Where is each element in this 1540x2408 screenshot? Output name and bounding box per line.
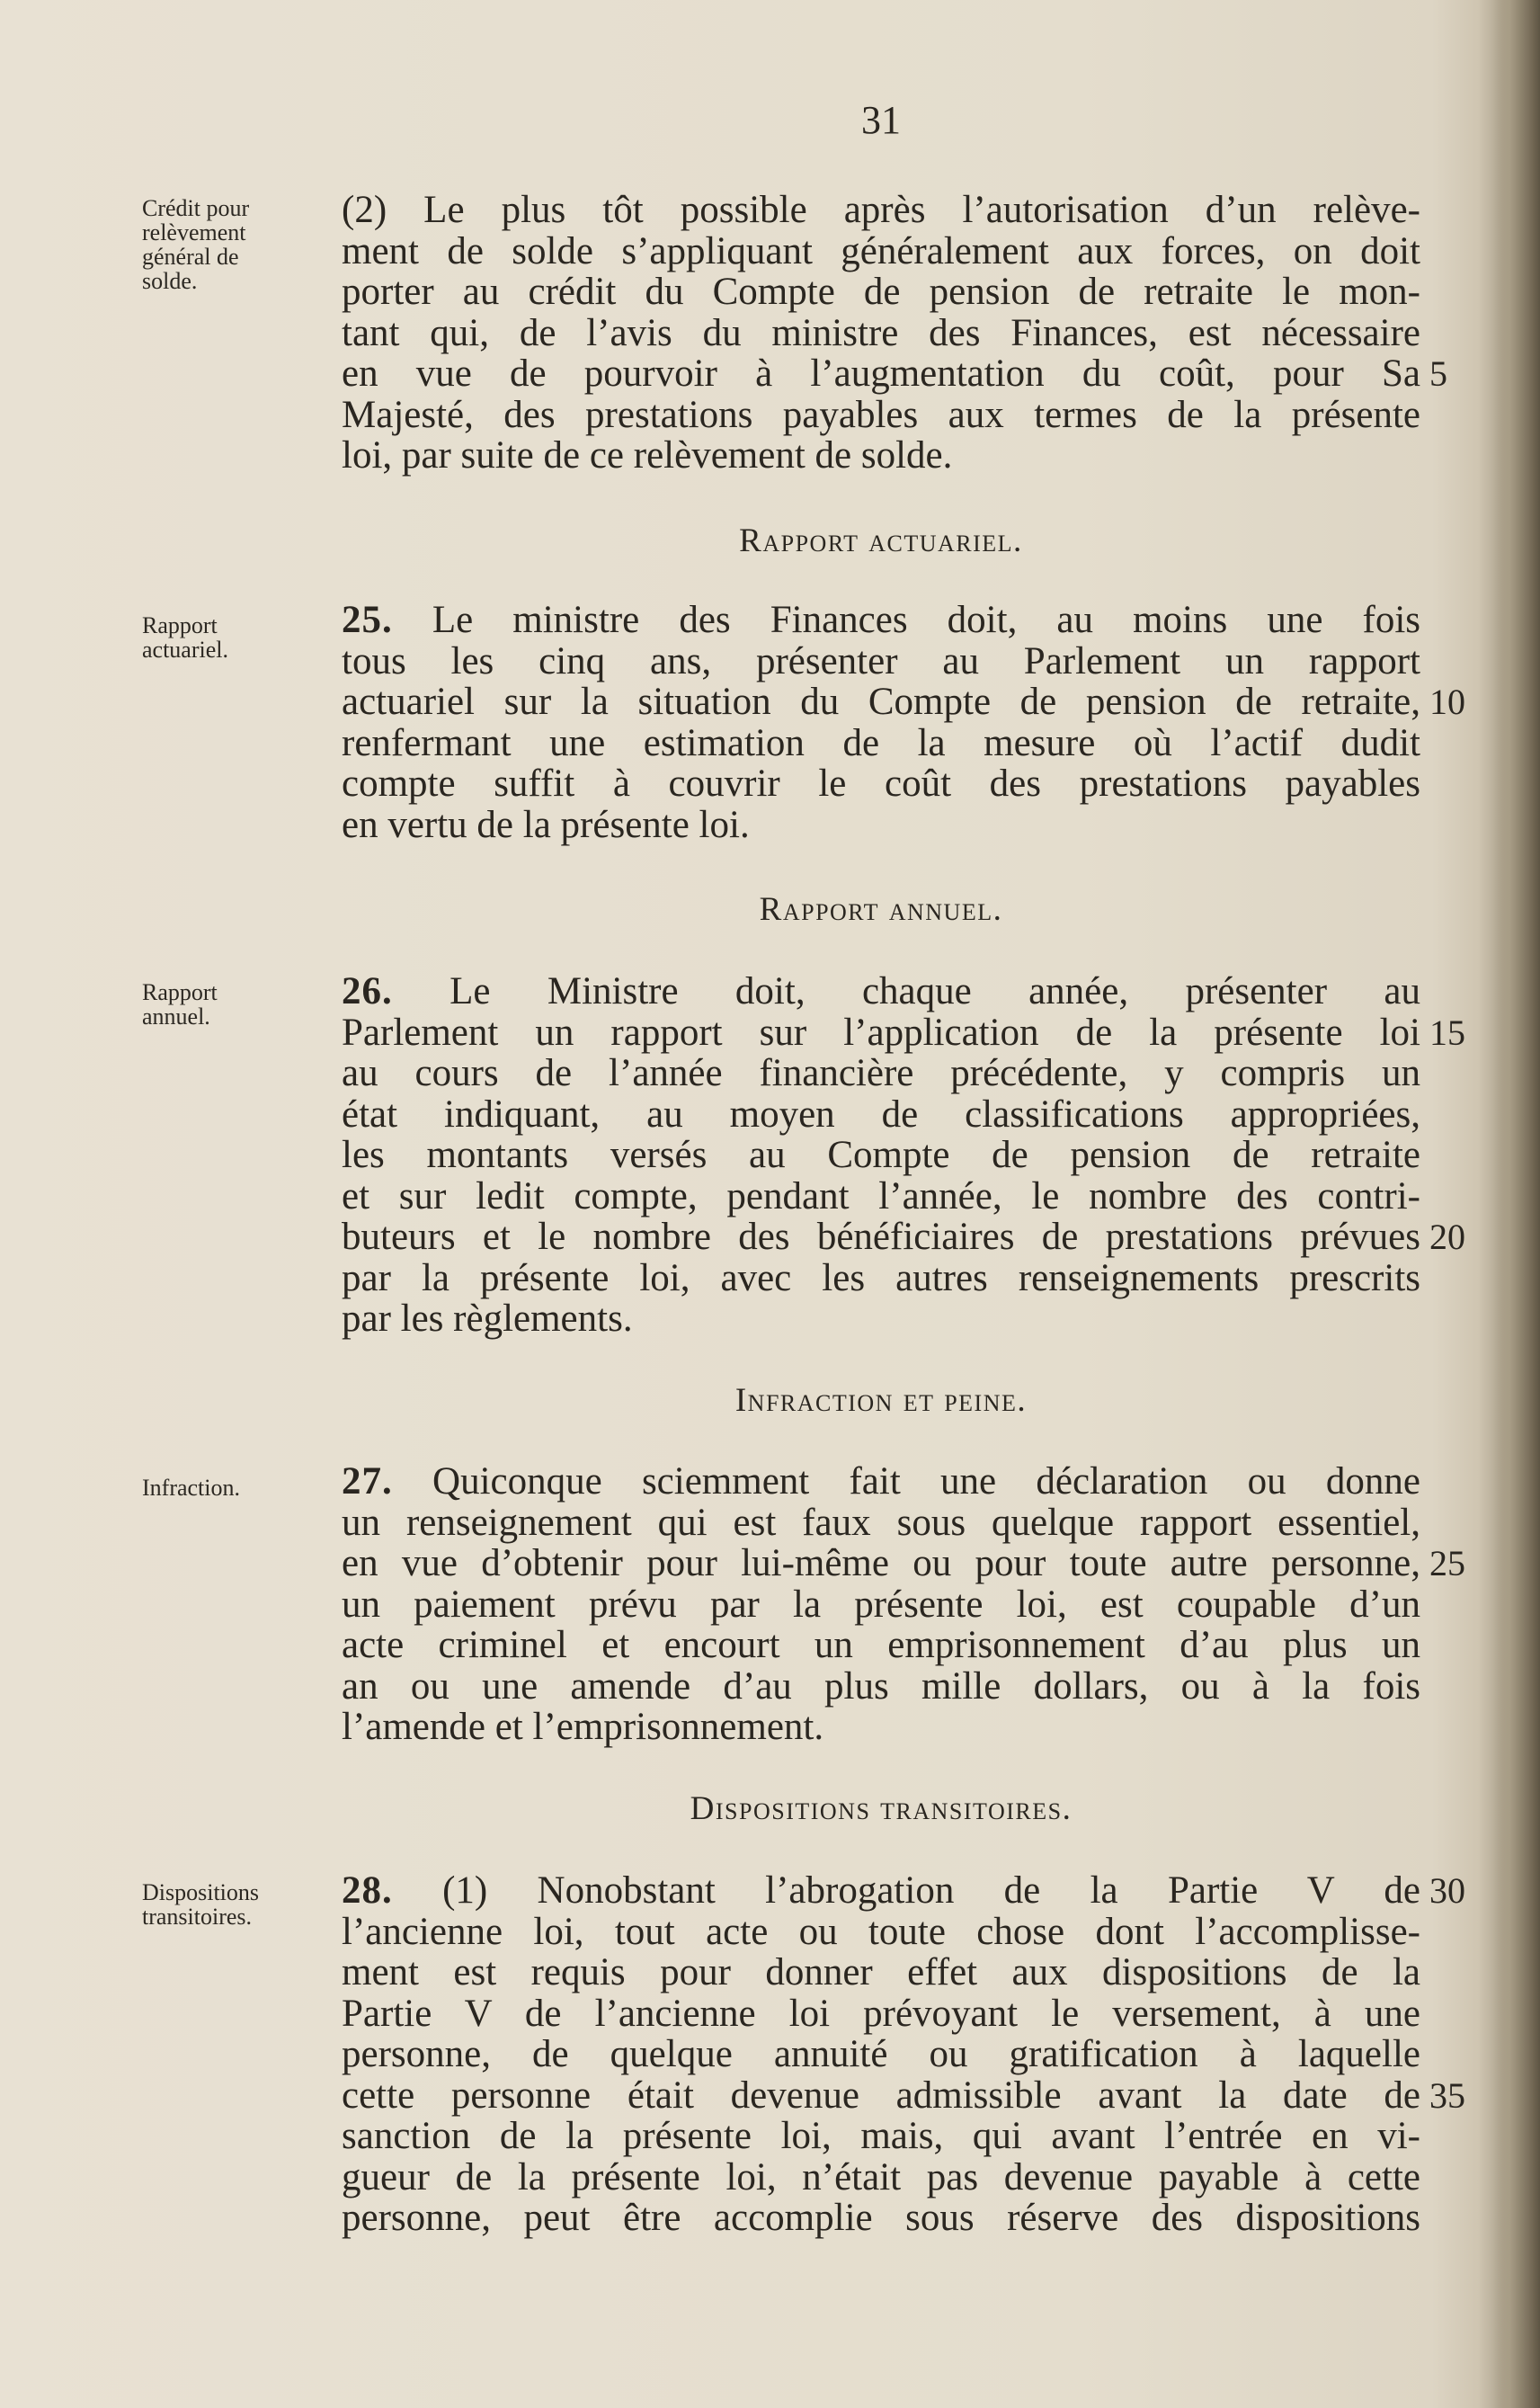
line-number: 5	[1429, 353, 1447, 394]
paragraph-24-2: (2) Le plus tôt possible après l’autorisation d’un relève- ment de solde s’appliquant généralement aux forces, on doit porter au crédit du Compte de pension de retraite le mon- tant qui, de l’avis du ministre des Finances, est nécessaire en vue de pourvoir à l’augmentation du coût, pour Sa 5 Majesté, des prestations payables aux termes de la présente loi, par suite de ce relèvement de solde.	[342, 189, 1447, 477]
book-spine-shadow	[1493, 0, 1540, 2408]
sidenote-rapport-annuel: Rapport annuel.	[142, 979, 218, 1030]
line-number: 25	[1429, 1543, 1465, 1583]
section-number: 27.	[342, 1460, 393, 1503]
line-number: 10	[1429, 682, 1465, 722]
sidenote-credit-releve: Crédit pour relèvement général de solde.	[142, 195, 250, 294]
section-27: 27. Quiconque sciemment fait une déclaration ou donne un renseignement qui est faux sous quelque rapport essentiel, en vue d’obtenir pour lui-même ou pour toute autre personne, 25 un paiement prévu par la présente loi, est coupable d’un acte criminel et encourt un emprisonnement d’au plus un an ou une amende d’au plus mille dollars, ou à la fois l’amende et l’emprisonnement.	[342, 1460, 1465, 1748]
section-number: 26.	[342, 970, 393, 1012]
section-number: 25.	[342, 599, 393, 641]
sidenote-dispositions-transitoires: Dispositions transitoires.	[142, 1879, 260, 1930]
line-number: 30	[1429, 1870, 1465, 1911]
heading-dispositions-transitoires: Dispositions transitoires.	[690, 1790, 1073, 1827]
section-26: 26. Le Ministre doit, chaque année, présenter au Parlement un rapport sur l’application de la présente loi 15 au cours de l’année financière précédente, y compris un état indiquant, au moyen de classifications appropriées, les montants versés au Compte de pension de retraite et sur ledit compte, pendant l’année, le nombre des contri- buteurs et le nombre des bénéficiaires de prestations prévues 20 par la présente loi, avec les autres renseignements prescrits par les règlements.	[342, 970, 1465, 1340]
page-number: 31	[861, 98, 901, 142]
section-28: 28. (1) Nonobstant l’abrogation de la Partie V de 30 l’ancienne loi, tout acte ou toute chose dont l’accomplisse- ment est requis pour donner effet aux dispositions de la Partie V de l’ancienne loi prévoyant le versement, à une personne, de quelque annuité ou gratification à laquelle cette personne était devenue admissible avant la date de 35 sanction de la présente loi, mais, qui avant l’entrée en vi- gueur de la présente loi, n’était pas devenue payable à cette personne, peut être accomplie sous réserve des dispositions	[342, 1869, 1465, 2239]
line-number: 35	[1429, 2074, 1465, 2116]
heading-rapport-annuel: Rapport annuel.	[759, 891, 1003, 928]
section-number: 28.	[342, 1869, 393, 1912]
heading-infraction-et-peine: Infraction et peine.	[734, 1382, 1028, 1419]
heading-rapport-actuariel: Rapport actuariel.	[739, 522, 1023, 559]
line-number: 15	[1429, 1012, 1465, 1053]
section-25: 25. Le ministre des Finances doit, au moins une fois tous les cinq ans, présenter au Parlement un rapport actuariel sur la situation du Compte de pension de retraite, 10 renfermant une estimation de la mesure où l’actif dudit compte suffit à couvrir le coût des prestations payables en vertu de la présente loi.	[342, 599, 1465, 846]
sidenote-infraction: Infraction.	[142, 1475, 241, 1501]
sidenote-rapport-actuariel: Rapport actuariel.	[142, 612, 228, 663]
line-number: 20	[1429, 1217, 1465, 1257]
